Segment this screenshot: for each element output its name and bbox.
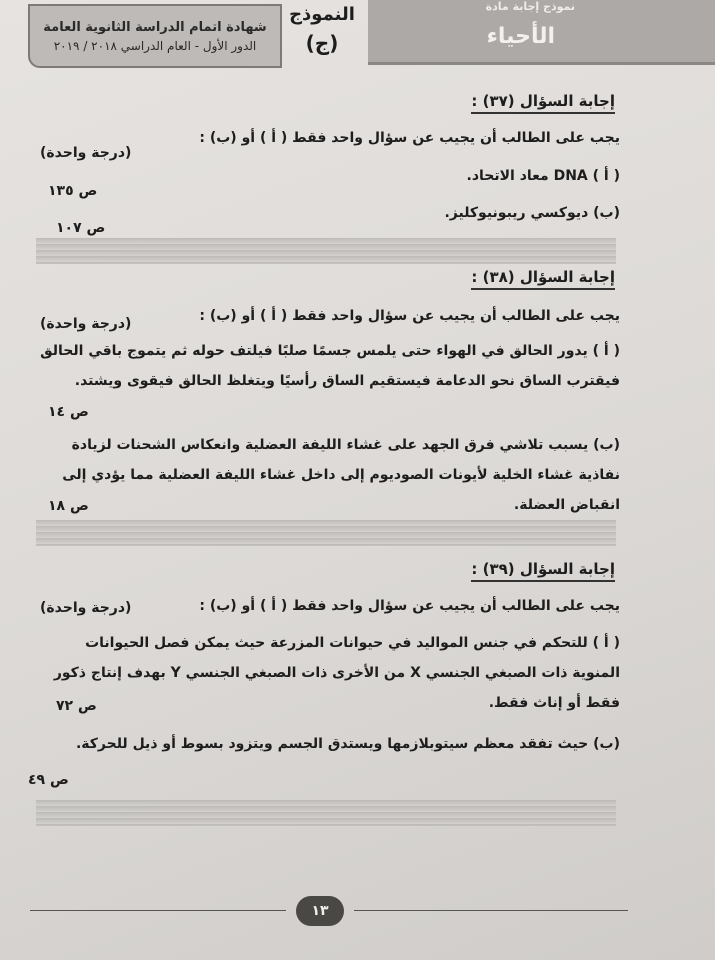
subject-banner [368,0,715,65]
footer-rule-left [30,910,286,911]
q37-page-b: ص ١٠٧ [56,220,106,236]
exam-session: الدور الأول - العام الدراسي ٢٠١٨ / ٢٠١٩ [53,39,257,53]
q39-grade: (درجة واحدة) [40,600,132,616]
q39-instruction: يجب على الطالب أن يجيب عن سؤال واحد فقط ( أ ) أو (ب) : [199,598,620,614]
q37-heading: إجابة السؤال (٣٧) : [471,92,615,114]
q38-answer-b: (ب) يسبب تلاشي فرق الجهد على غشاء الليفة العضلية وانعكاس الشحنات لزيادة نفاذية غشاء الخلية لأيونات الصوديوم إلى داخل غشاء الليفة العضلية مما يؤدي إلى انقباض العضلة. [62,437,620,513]
answer-model-label: نموذج إجابة مادة [485,0,575,13]
model-label: النموذج [289,4,355,25]
model-box [282,2,362,62]
q38-instruction: يجب على الطالب أن يجيب عن سؤال واحد فقط ( أ ) أو (ب) : [199,308,620,324]
subject-title: الأحياء [486,24,555,49]
q38-grade: (درجة واحدة) [40,316,132,332]
section-divider [36,238,616,264]
q39-page-a: ص ٧٢ [56,698,97,714]
q39-answer-a: ( أ ) للتحكم في جنس المواليد في حيوانات المزرعة حيث يمكن فصل الحيوانات المنوية ذات الصبغي الجنسي X من الأخرى ذات الصبغي الجنسي Y بهدف إنتاج ذكور فقط أو إناث فقط. [53,635,620,711]
q39-answer-b: (ب) حيث تفقد معظم سيتوبلازمها ويستدق الجسم ويتزود بسوط أو ذيل للحركة. [75,736,620,752]
q37-instruction: يجب على الطالب أن يجيب عن سؤال واحد فقط ( أ ) أو (ب) : [199,130,620,146]
section-divider [36,520,616,546]
q38-heading: إجابة السؤال (٣٨) : [471,268,615,290]
page-number: ١٣ [296,896,344,926]
q39-page-b: ص ٤٩ [28,772,69,788]
q37-answer-b: (ب) ديوكسي ريبونيوكليز. [444,205,620,221]
q39-heading: إجابة السؤال (٣٩) : [471,560,615,582]
footer-rule-right [354,910,628,911]
q38-answer-a: ( أ ) يدور الحالق في الهواء حتى يلمس جسمًا صلبًا فيلتف حوله ثم يتموج باقي الحالق فيقترب الساق نحو الدعامة فيستقيم الساق رأسيًا ويتغلظ الحالق فيقوى ويشتد. [40,343,620,389]
model-code: (ج) [305,31,339,55]
q38-page-a: ص ١٤ [48,404,89,420]
q37-grade: (درجة واحدة) [40,145,132,161]
certificate-title: شهادة اتمام الدراسة الثانوية العامة [43,20,267,35]
section-divider [36,800,616,826]
exam-header-box [28,4,282,68]
q37-page-a: ص ١٣٥ [48,183,98,199]
q38-page-b: ص ١٨ [48,498,89,514]
q37-answer-a: ( أ ) DNA معاد الاتحاد. [466,168,620,184]
